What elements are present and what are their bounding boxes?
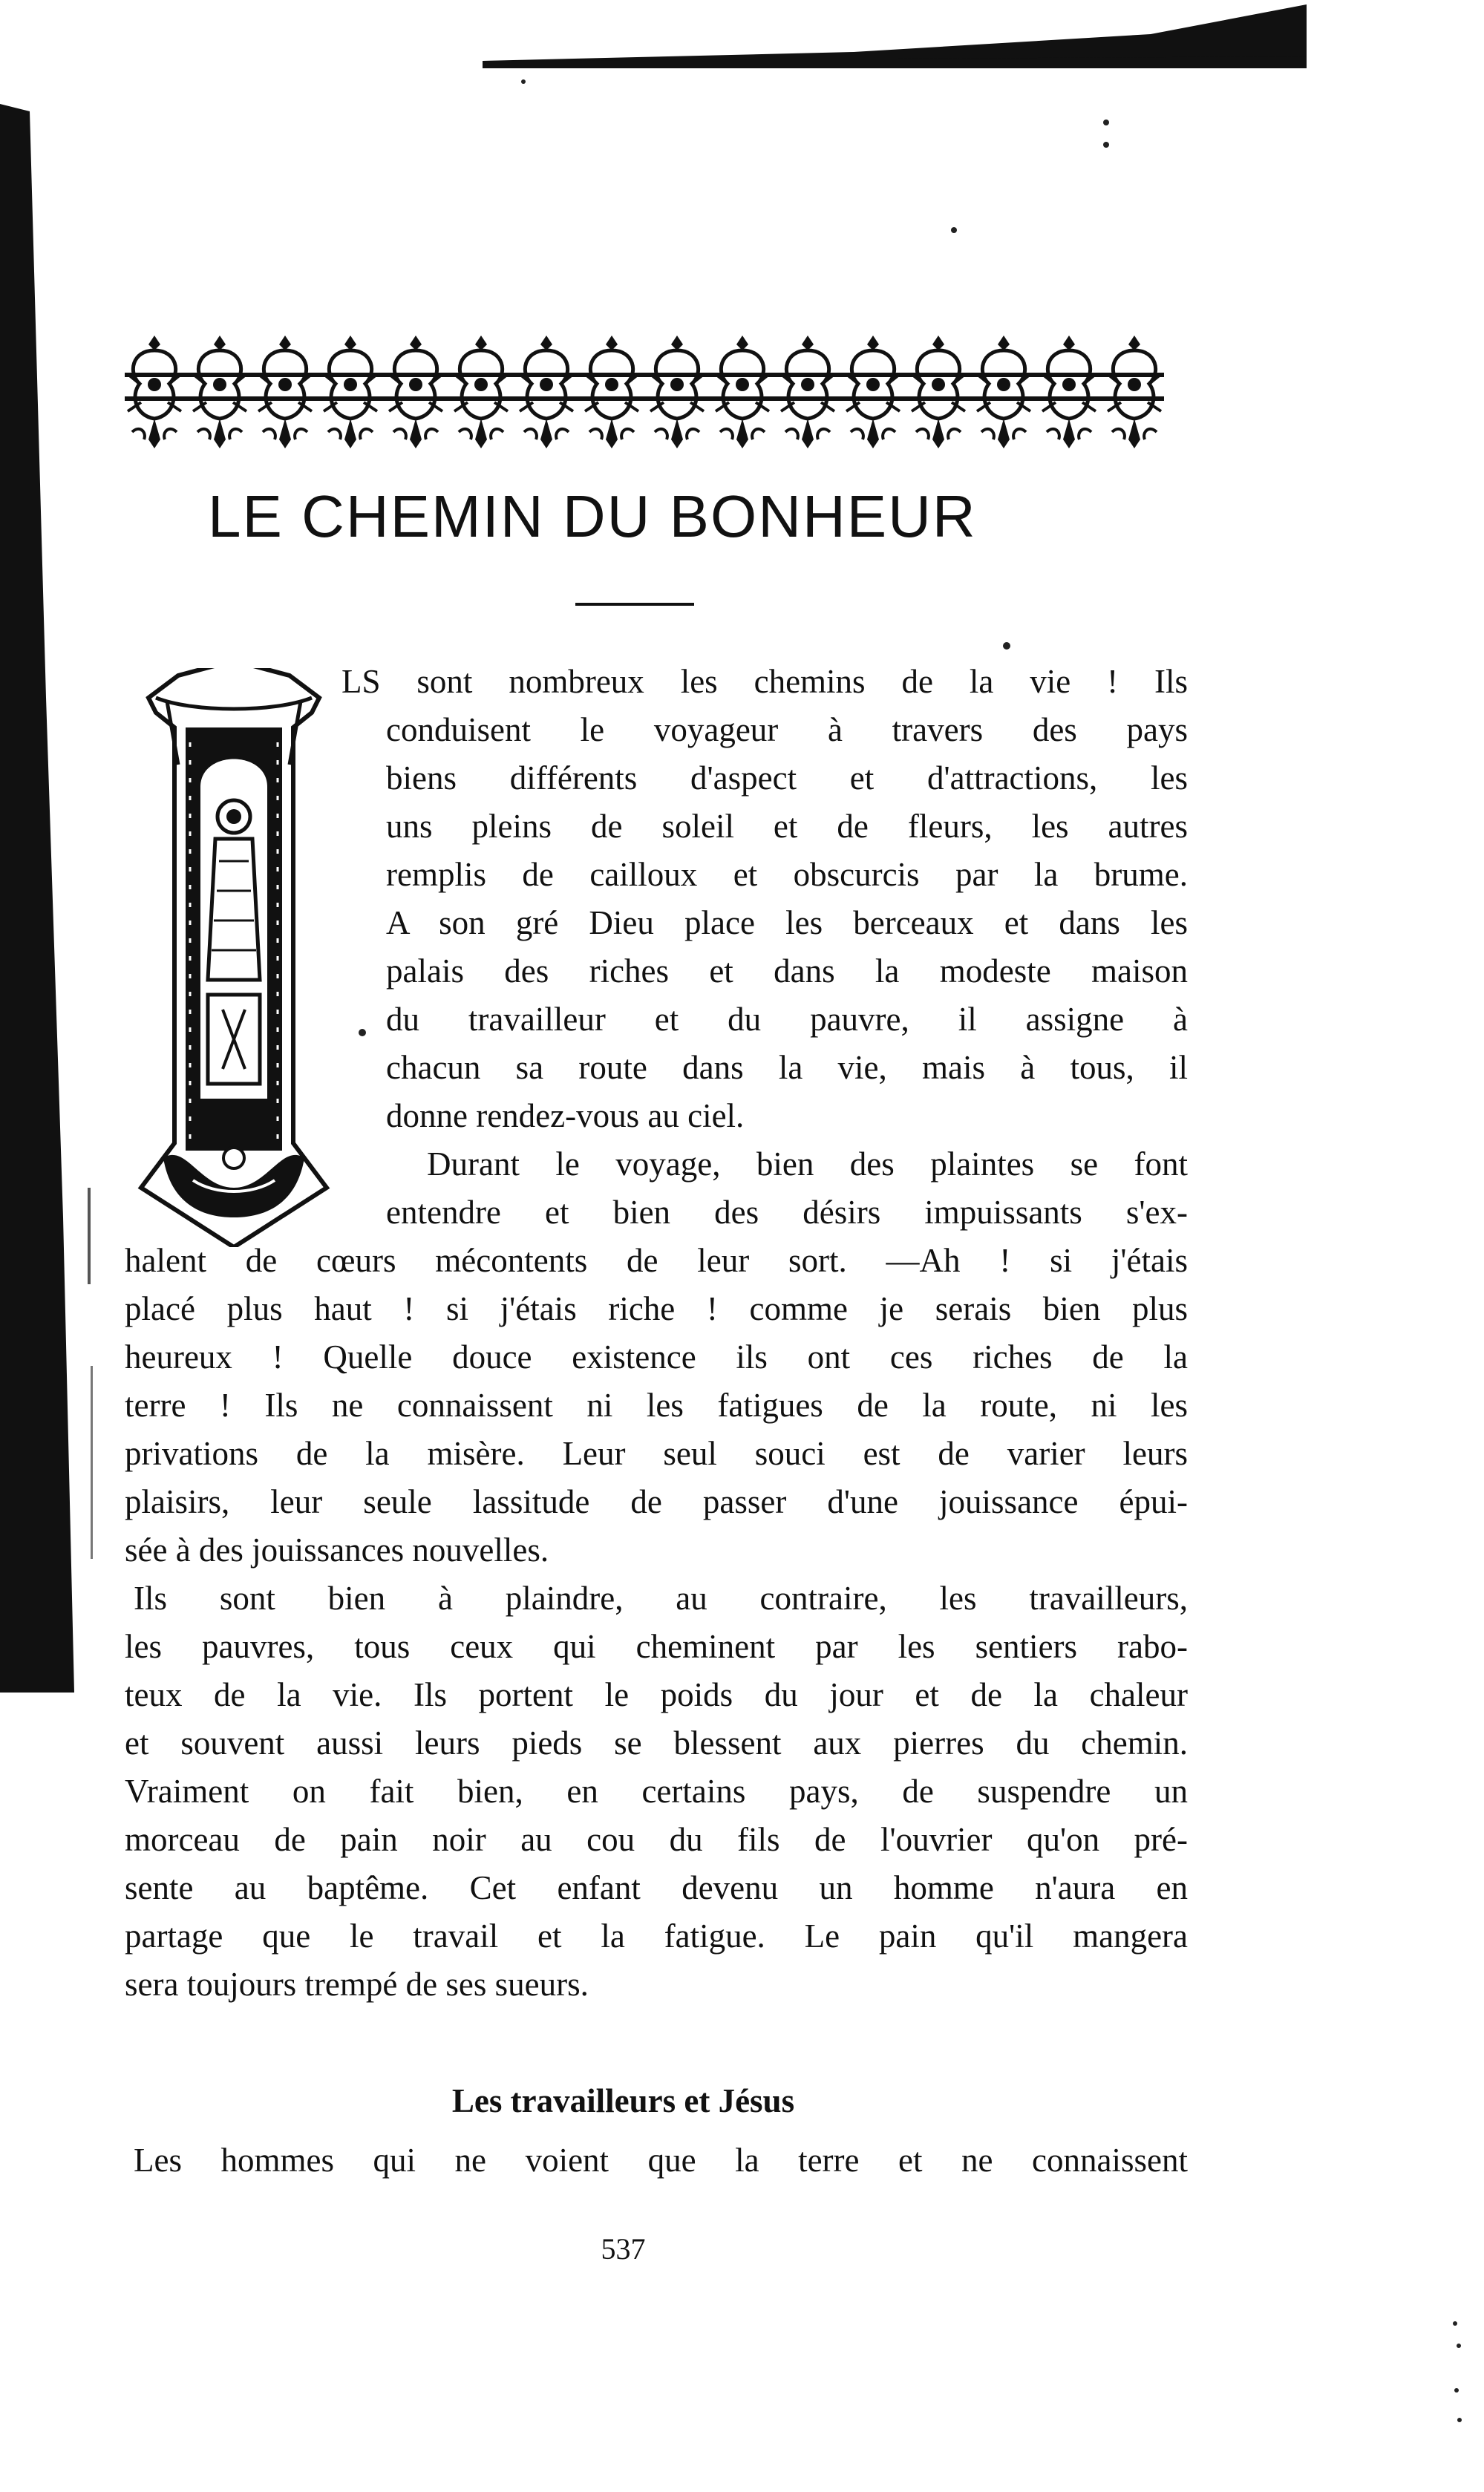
text-line: A son gré Dieu place les berceaux et dans les [386,904,1188,941]
text-line: chacun sa route dans la vie, mais à tous, il [386,1049,1188,1086]
page-title: LE CHEMIN DU BONHEUR [208,483,977,549]
text-line: et souvent aussi leurs pieds se blessent aux pierres du chemin. [125,1724,1188,1762]
text-line: sera toujours trempé de ses sueurs. [125,1966,589,2003]
text-line: entendre et bien des désirs impuissants s'ex- [386,1194,1188,1231]
illuminated-initial-icon [134,668,334,1247]
text-line: les pauvres, tous ceux qui cheminent par les sentiers rabo- [125,1628,1188,1665]
text-line: terre ! Ils ne connaissent ni les fatigues de la route, ni les [125,1387,1188,1424]
text-line: sente au baptême. Cet enfant devenu un homme n'aura en [125,1869,1188,1906]
text-line: sée à des jouissances nouvelles. [125,1531,549,1569]
text-line: Les hommes qui ne voient que la terre et ne connaissent [134,2142,1188,2179]
text-line: Vraiment on fait bien, en certains pays, de suspendre un [125,1773,1188,1810]
text-line: Ils sont bien à plaindre, au contraire, les travailleurs, [134,1580,1188,1617]
text-line: remplis de cailloux et obscurcis par la brume. [386,856,1188,893]
text-line: morceau de pain noir au cou du fils de l'ouvrier qu'on pré- [125,1821,1188,1858]
text-line: uns pleins de soleil et de fleurs, les autres [386,808,1188,845]
text-line: biens différents d'aspect et d'attractions, les [386,759,1188,797]
text-line: placé plus haut ! si j'étais riche ! comme je serais bien plus [125,1290,1188,1327]
page-number-text: 537 [601,2232,646,2266]
text-line: privations de la misère. Leur seul souci est de varier leurs [125,1435,1188,1472]
text-line: palais des riches et dans la modeste maison [386,952,1188,990]
text-line: plaisirs, leur seule lassitude de passer d'une jouissance épui- [125,1483,1188,1520]
text-line: heureux ! Quelle douce existence ils ont ces riches de la [125,1338,1188,1376]
title-rule [575,603,694,606]
text-line: conduisent le voyageur à travers des pays [386,711,1188,748]
text-line: halent de cœurs mécontents de leur sort. —Ah ! si j'étais [125,1242,1188,1279]
section-heading [0,2079,1484,2123]
page-number [0,2231,1484,2268]
scan-shadow-top [483,4,1307,68]
text-line: teux de la vie. Ils portent le poids du jour et de la chaleur [125,1676,1188,1713]
scan-shadow-left [0,104,104,1693]
text-line: partage que le travail et la fatigue. Le pain qu'il mangera [125,1917,1188,1955]
text-line: LS sont nombreux les chemins de la vie ! Ils [341,663,1188,700]
section-heading-text: Les travailleurs et Jésus [451,2082,795,2119]
text-line: Durant le voyage, bien des plaintes se font [427,1145,1188,1183]
text-line: du travailleur et du pauvre, il assigne à [386,1001,1188,1038]
fleuron-frieze-icon [125,328,1164,454]
text-line: donne rendez-vous au ciel. [386,1097,745,1134]
